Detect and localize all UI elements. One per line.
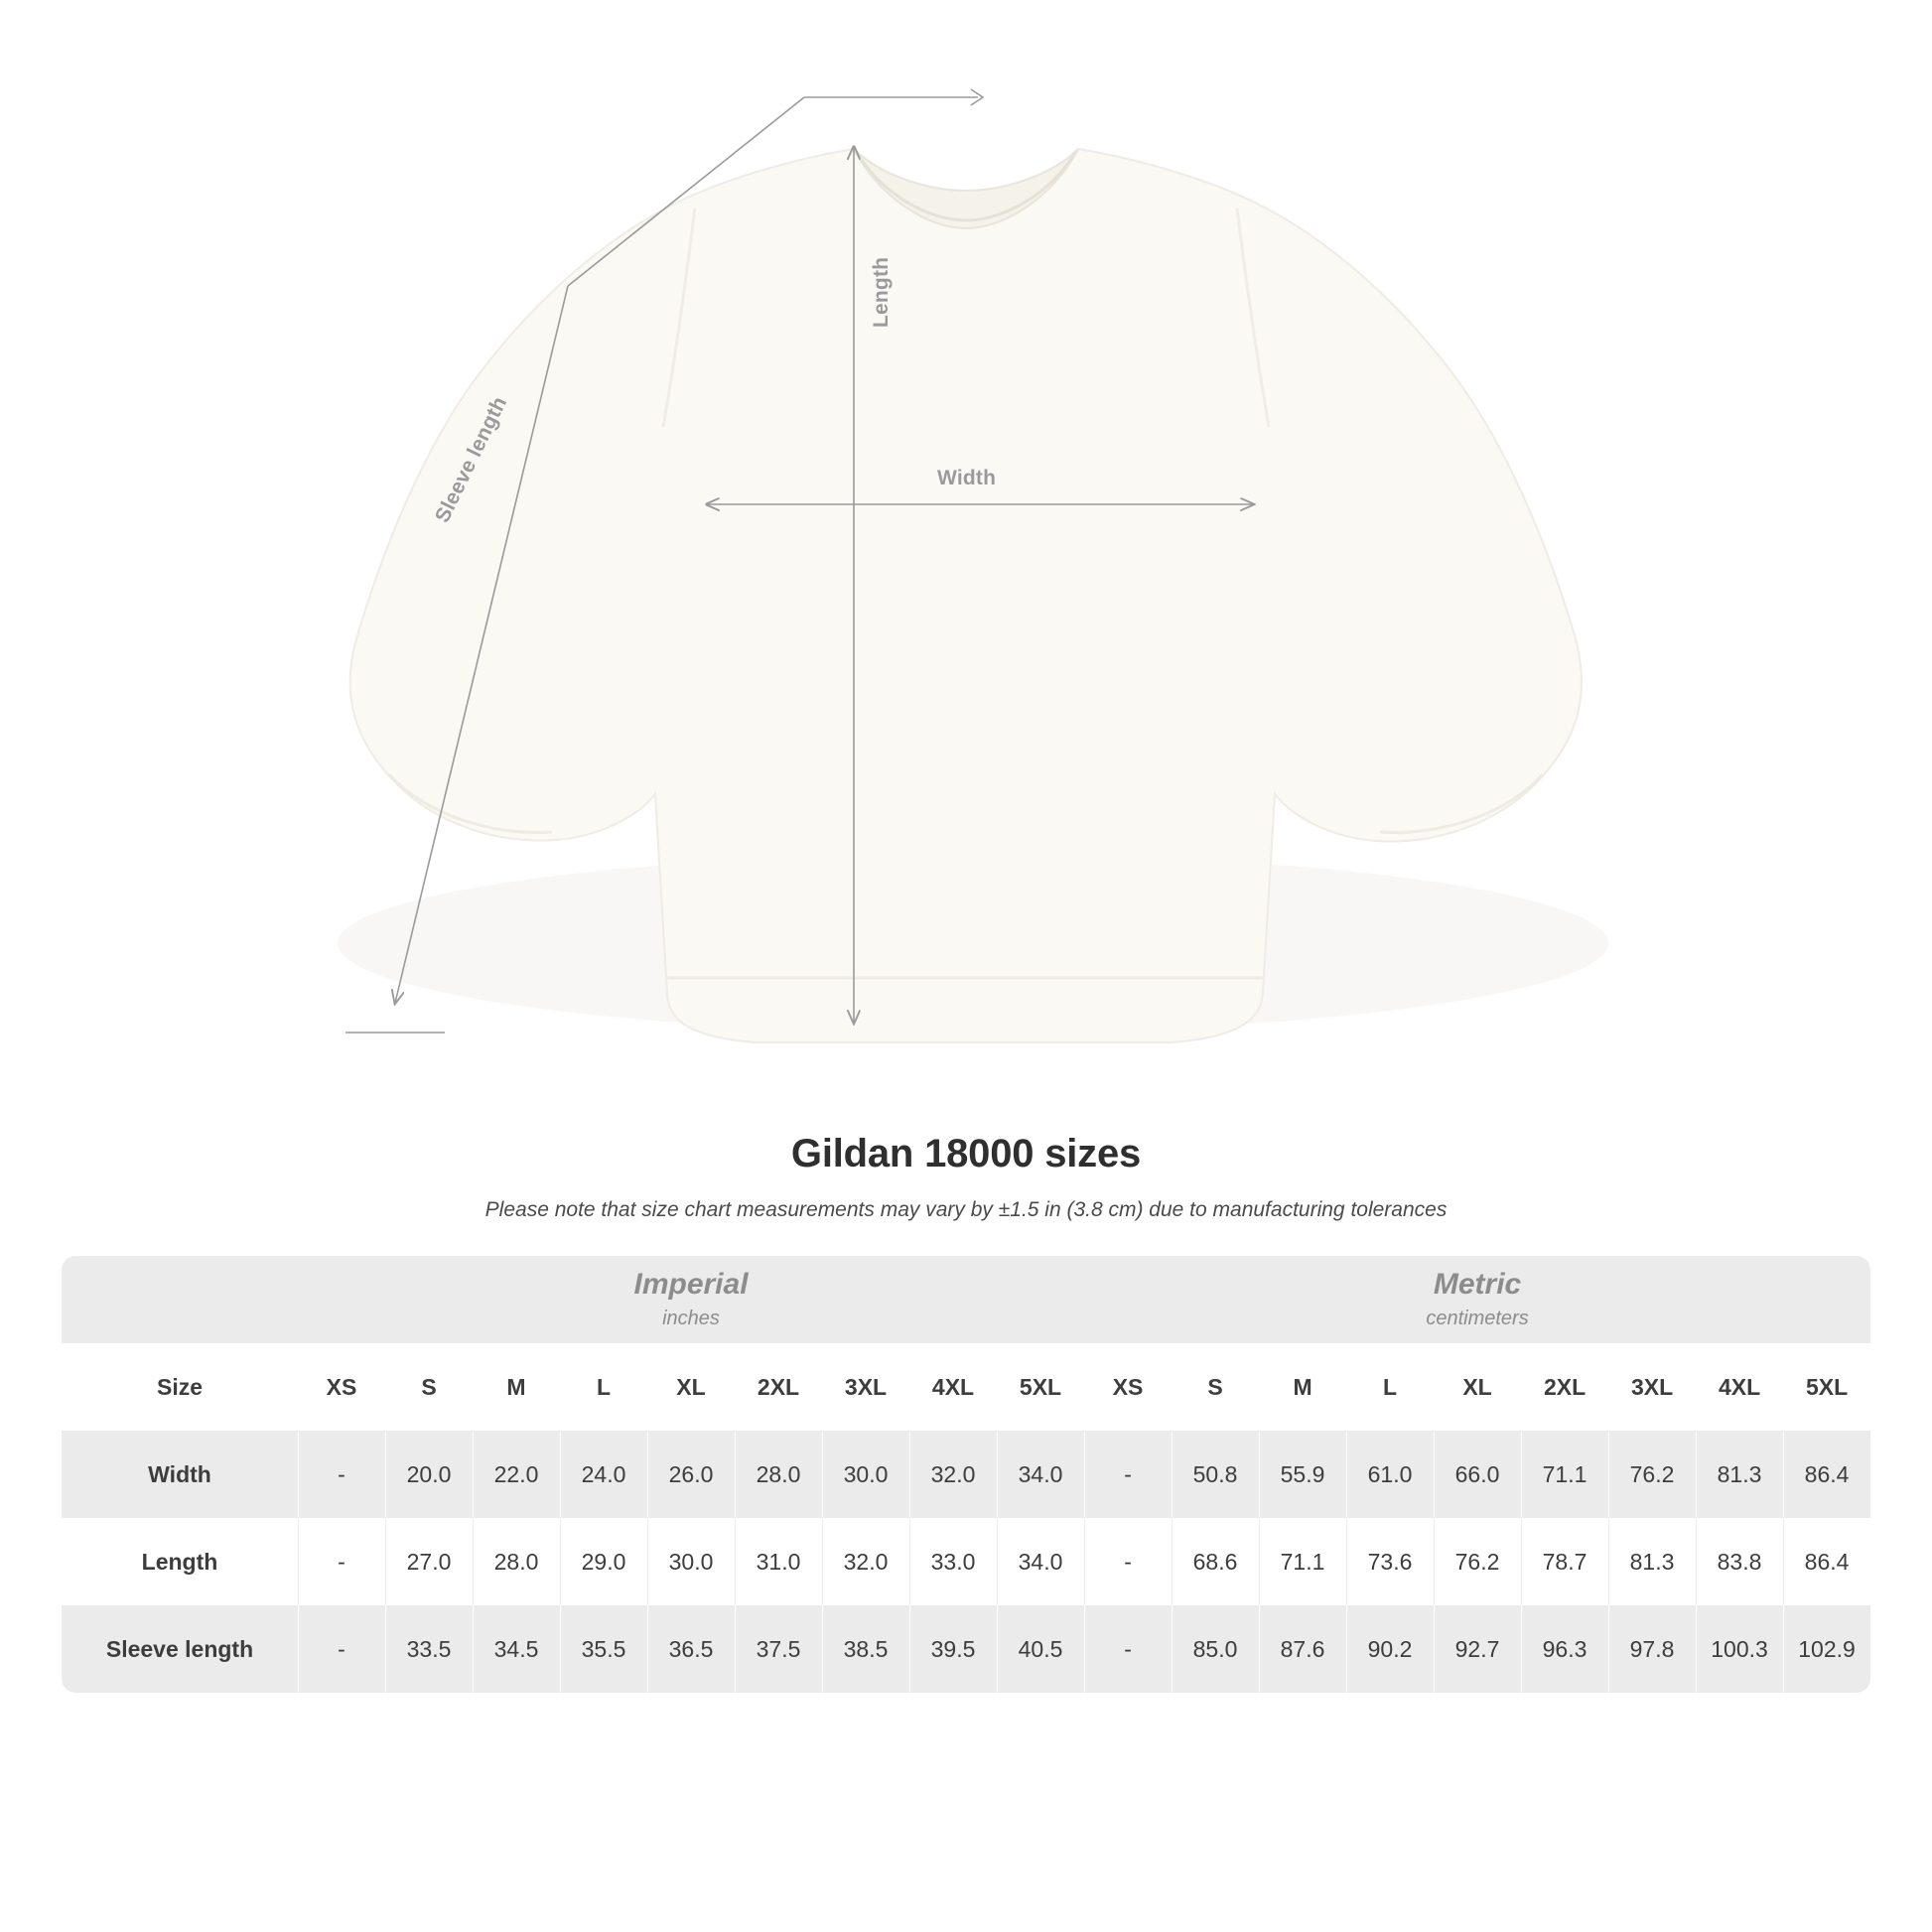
cell-width-metric-xl: 66.0: [1434, 1431, 1521, 1518]
row-label-length: Length: [62, 1518, 298, 1605]
cell-width-imperial-5xl: 34.0: [997, 1431, 1084, 1518]
size-col-imperial-2xl: 2XL: [735, 1343, 822, 1431]
cell-length-imperial-5xl: 34.0: [997, 1518, 1084, 1605]
cell-sleeve-imperial-4xl: 39.5: [909, 1605, 997, 1693]
cell-width-metric-s: 50.8: [1172, 1431, 1259, 1518]
cell-sleeve-imperial-2xl: 37.5: [735, 1605, 822, 1693]
unit-name-imperial: Imperial: [633, 1268, 749, 1302]
size-col-imperial-5xl: 5XL: [997, 1343, 1084, 1431]
cell-width-metric-3xl: 76.2: [1608, 1431, 1696, 1518]
cell-length-imperial-2xl: 31.0: [735, 1518, 822, 1605]
cell-length-metric-3xl: 81.3: [1608, 1518, 1696, 1605]
cell-width-imperial-3xl: 30.0: [822, 1431, 909, 1518]
size-col-imperial-4xl: 4XL: [909, 1343, 997, 1431]
unit-header-imperial: [298, 1256, 1084, 1343]
cell-length-imperial-m: 28.0: [473, 1518, 560, 1605]
size-col-imperial-xl: XL: [647, 1343, 735, 1431]
cell-length-metric-5xl: 86.4: [1783, 1518, 1870, 1605]
cell-sleeve-metric-3xl: 97.8: [1608, 1605, 1696, 1693]
cell-sleeve-metric-xs: -: [1084, 1605, 1172, 1693]
cell-width-metric-2xl: 71.1: [1521, 1431, 1608, 1518]
size-table: [62, 1256, 1870, 1693]
size-col-imperial-xs: XS: [298, 1343, 385, 1431]
size-col-imperial-m: M: [473, 1343, 560, 1431]
cell-sleeve-metric-2xl: 96.3: [1521, 1605, 1608, 1693]
cell-width-imperial-m: 22.0: [473, 1431, 560, 1518]
cell-length-imperial-3xl: 32.0: [822, 1518, 909, 1605]
cell-length-imperial-xl: 30.0: [647, 1518, 735, 1605]
size-col-metric-5xl: 5XL: [1783, 1343, 1870, 1431]
cell-width-imperial-2xl: 28.0: [735, 1431, 822, 1518]
cell-sleeve-imperial-5xl: 40.5: [997, 1605, 1084, 1693]
cell-length-metric-m: 71.1: [1259, 1518, 1346, 1605]
size-col-metric-xl: XL: [1434, 1343, 1521, 1431]
cell-width-imperial-l: 24.0: [560, 1431, 647, 1518]
unit-sub-metric: centimeters: [1426, 1307, 1529, 1329]
row-label-width: Width: [62, 1431, 298, 1518]
cell-sleeve-imperial-xl: 36.5: [647, 1605, 735, 1693]
unit-sub-imperial: inches: [662, 1307, 720, 1329]
title-block: [0, 1132, 1932, 1222]
size-col-imperial-l: L: [560, 1343, 647, 1431]
size-col-metric-l: L: [1346, 1343, 1434, 1431]
size-col-metric-4xl: 4XL: [1696, 1343, 1783, 1431]
cell-width-imperial-s: 20.0: [385, 1431, 473, 1518]
cell-length-metric-xl: 76.2: [1434, 1518, 1521, 1605]
size-header-cell: Size: [62, 1343, 298, 1431]
cell-sleeve-imperial-3xl: 38.5: [822, 1605, 909, 1693]
unit-header-spacer: [62, 1256, 298, 1343]
cell-sleeve-imperial-m: 34.5: [473, 1605, 560, 1693]
cell-sleeve-metric-s: 85.0: [1172, 1605, 1259, 1693]
table-row: [62, 1518, 1870, 1605]
table-row: [62, 1431, 1870, 1518]
cell-width-metric-4xl: 81.3: [1696, 1431, 1783, 1518]
cell-sleeve-metric-m: 87.6: [1259, 1605, 1346, 1693]
cell-width-metric-l: 61.0: [1346, 1431, 1434, 1518]
size-header-row: [62, 1343, 1870, 1431]
cell-length-imperial-xs: -: [298, 1518, 385, 1605]
cell-sleeve-metric-l: 90.2: [1346, 1605, 1434, 1693]
size-col-metric-xs: XS: [1084, 1343, 1172, 1431]
cell-sleeve-imperial-s: 33.5: [385, 1605, 473, 1693]
cell-sleeve-metric-xl: 92.7: [1434, 1605, 1521, 1693]
unit-name-metric: Metric: [1433, 1268, 1522, 1302]
table-row: [62, 1605, 1870, 1693]
cell-length-imperial-s: 27.0: [385, 1518, 473, 1605]
cell-length-metric-2xl: 78.7: [1521, 1518, 1608, 1605]
size-table-container: [62, 1256, 1870, 1693]
cell-sleeve-metric-5xl: 102.9: [1783, 1605, 1870, 1693]
sleeve-length-dimension-label: Sleeve length: [431, 392, 512, 527]
cell-width-metric-xs: -: [1084, 1431, 1172, 1518]
cell-length-imperial-4xl: 33.0: [909, 1518, 997, 1605]
width-dimension-label: Width: [937, 467, 997, 489]
cell-width-imperial-xl: 26.0: [647, 1431, 735, 1518]
unit-header-row: [62, 1256, 1870, 1343]
size-col-metric-2xl: 2XL: [1521, 1343, 1608, 1431]
cell-length-metric-4xl: 83.8: [1696, 1518, 1783, 1605]
cell-sleeve-metric-4xl: 100.3: [1696, 1605, 1783, 1693]
length-dimension-label: Length: [870, 256, 893, 328]
cell-sleeve-imperial-xs: -: [298, 1605, 385, 1693]
tolerance-note: Please note that size chart measurements may vary by ±1.5 in (3.8 cm) due to manufacturing tolerances: [484, 1198, 1448, 1221]
size-col-metric-3xl: 3XL: [1608, 1343, 1696, 1431]
page-title: Gildan 18000 sizes: [790, 1132, 1142, 1175]
cell-width-metric-5xl: 86.4: [1783, 1431, 1870, 1518]
size-col-imperial-3xl: 3XL: [822, 1343, 909, 1431]
cell-length-metric-l: 73.6: [1346, 1518, 1434, 1605]
size-col-metric-m: M: [1259, 1343, 1346, 1431]
cell-width-metric-m: 55.9: [1259, 1431, 1346, 1518]
size-col-imperial-s: S: [385, 1343, 473, 1431]
cell-width-imperial-xs: -: [298, 1431, 385, 1518]
size-col-metric-s: S: [1172, 1343, 1259, 1431]
cell-length-metric-s: 68.6: [1172, 1518, 1259, 1605]
cell-length-imperial-l: 29.0: [560, 1518, 647, 1605]
cell-length-metric-xs: -: [1084, 1518, 1172, 1605]
cell-sleeve-imperial-l: 35.5: [560, 1605, 647, 1693]
row-label-sleeve-length: Sleeve length: [62, 1605, 298, 1693]
unit-header-metric: [1084, 1256, 1870, 1343]
cell-width-imperial-4xl: 32.0: [909, 1431, 997, 1518]
